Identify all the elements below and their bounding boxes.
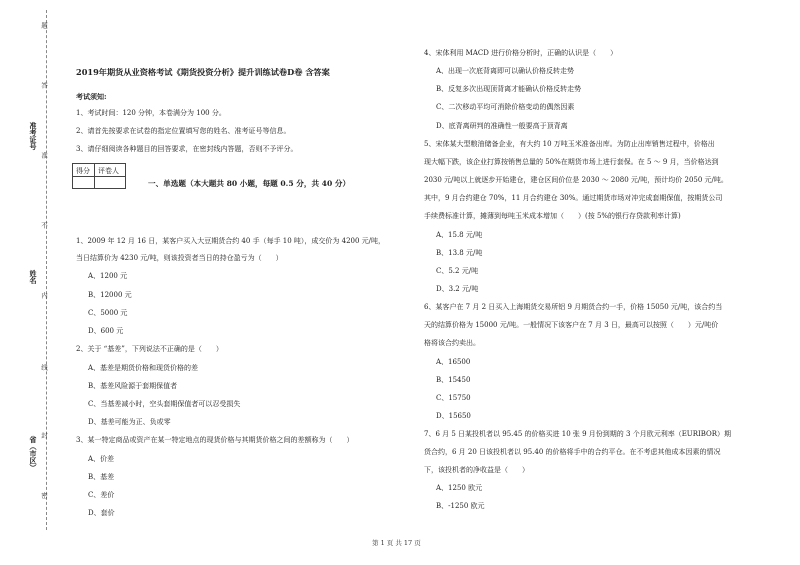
option: B、12000 元 <box>88 291 132 299</box>
margin-mark: 答 <box>40 82 48 89</box>
option: C、差价 <box>88 491 115 499</box>
option: C、15750 <box>436 394 471 402</box>
question-text: 5、宋体某大型粮油储备企业，有大约 10 万吨玉米准备出库。为防止出库销售过程中，价格出 <box>424 140 715 148</box>
question-text: 现大幅下跌，该企业打算按销售总量的 50%在期货市场上进行套保。在 5 ～ 9 月，当价格达到 <box>424 158 719 166</box>
grader-label: 评卷人 <box>98 167 119 175</box>
option: B、15450 <box>436 376 471 384</box>
margin-mark: 准 <box>40 152 48 159</box>
question-text: 3、某一特定商品或资产在某一特定地点的现货价格与其期货价格之间的差额称为（ ） <box>76 436 354 444</box>
question-text: 货合约，6 月 20 日该投机者以 95.40 的价格将手中的合约平仓。在不考虑其他成本因素的情况 <box>424 448 721 456</box>
score-label: 得分 <box>76 167 90 175</box>
margin-mark: 不 <box>40 222 48 229</box>
question-text: 当日结算价为 4230 元/吨，则该投资者当日的持仓盈亏为（ ） <box>76 254 283 262</box>
option: A、15.8 元/吨 <box>436 231 483 239</box>
page-number: 第 1 页 共 17 页 <box>372 539 421 547</box>
exam-id-label: 准考证号 <box>29 122 38 150</box>
question-text: 手续费标准计算，摊薄到每吨玉米成本增加（ ）(按 5%的银行存贷款利率计算) <box>424 212 681 220</box>
option: C、5.2 元/吨 <box>436 267 479 275</box>
option: B、基差 <box>88 473 115 481</box>
option: C、当基差减小时，空头套期保值者可以忍受损失 <box>88 400 241 408</box>
score-box <box>72 163 126 189</box>
option: C、二次移动平均可消除价格变动的偶然因素 <box>436 103 575 111</box>
question-text: 格将该合约卖出。 <box>424 339 480 347</box>
question-text: 2030 元/吨以上就逐步开始建仓，建仓区间价位是 2030 ～ 2080 元/吨，预计均价 2050 元/吨。 <box>424 176 728 184</box>
option: A、价差 <box>88 455 115 463</box>
option: D、15650 <box>436 412 471 420</box>
margin-mark: 题 <box>40 22 48 29</box>
margin-mark: 密 <box>40 492 48 499</box>
question-text: 天的结算价格为 15000 元/吨。一般情况下该客户在 7 月 3 日，最高可以按照（ ）元/吨价 <box>424 321 719 329</box>
option: D、底背离研判的准确性一般要高于顶背离 <box>436 122 568 130</box>
question-text: 1、2009 年 12 月 16 日，某客户买入大豆期货合约 40 手（每手 10 吨），成交价为 4200 元/吨， <box>76 237 386 245</box>
section-title: 一、单选题（本大题共 80 小题，每题 0.5 分，共 40 分） <box>148 179 351 188</box>
question-text: 7、6 月 5 日某投机者以 95.45 的价格买进 10 张 9 月份到期的 3 个月欧元利率（EURIBOR）期 <box>424 430 732 438</box>
option: D、套价 <box>88 509 115 517</box>
option: A、基差是期货价格和现货价格的差 <box>88 364 199 372</box>
option: D、600 元 <box>88 327 124 335</box>
option: A、出现一次底背离即可以确认价格反转走势 <box>436 67 575 75</box>
question-text: 下，该投机者的净收益是（ ） <box>424 466 529 474</box>
option: B、反复多次出现顶背离才能确认价格反转走势 <box>436 85 582 93</box>
notice-item: 1、考试时间：120 分钟，本卷满分为 100 分。 <box>76 109 226 117</box>
name-label: 姓名 <box>29 270 38 284</box>
notice-item: 3、请仔细阅读各种题目的回答要求，在密封线内答题，否则不予评分。 <box>76 145 298 153</box>
margin-mark: 封 <box>40 432 48 439</box>
question-text: 其中，9 月合约建仓 70%，11 月合约建仓 30%。通过期货市场对冲完成套期保值，按期货公司 <box>424 194 723 202</box>
margin-mark: 内 <box>40 292 48 299</box>
option: C、5000 元 <box>88 309 128 317</box>
option: B、-1250 欧元 <box>436 502 485 510</box>
option: D、基差可能为正、负或零 <box>88 418 171 426</box>
notice-item: 2、请首先按要求在试卷的指定位置填写您的姓名、准考证号等信息。 <box>76 127 291 135</box>
option: D、3.2 元/吨 <box>436 285 479 293</box>
page-title: 2019年期货从业资格考试《期货投资分析》提升训练试卷D卷 含答案 <box>76 67 330 77</box>
question-text: 4、宋体利用 MACD 进行价格分析时，正确的认识是（ ） <box>424 49 618 57</box>
question-text: 6、某客户在 7 月 2 日买入上海期货交易所铝 9 月期货合约一手，价格 15050 元/吨，该合约当 <box>424 303 723 311</box>
notice-heading: 考试须知: <box>76 92 107 101</box>
option: A、1250 欧元 <box>436 484 483 492</box>
margin-mark: 线 <box>40 364 48 371</box>
region-label: 省（市区） <box>29 436 38 471</box>
question-text: 2、关于 “基差”，下列说法不正确的是（ ） <box>76 345 223 353</box>
option: B、基差风险源于套期保值者 <box>88 382 178 390</box>
option: A、16500 <box>436 358 471 366</box>
option: A、1200 元 <box>88 272 128 280</box>
option: B、13.8 元/吨 <box>436 249 483 257</box>
